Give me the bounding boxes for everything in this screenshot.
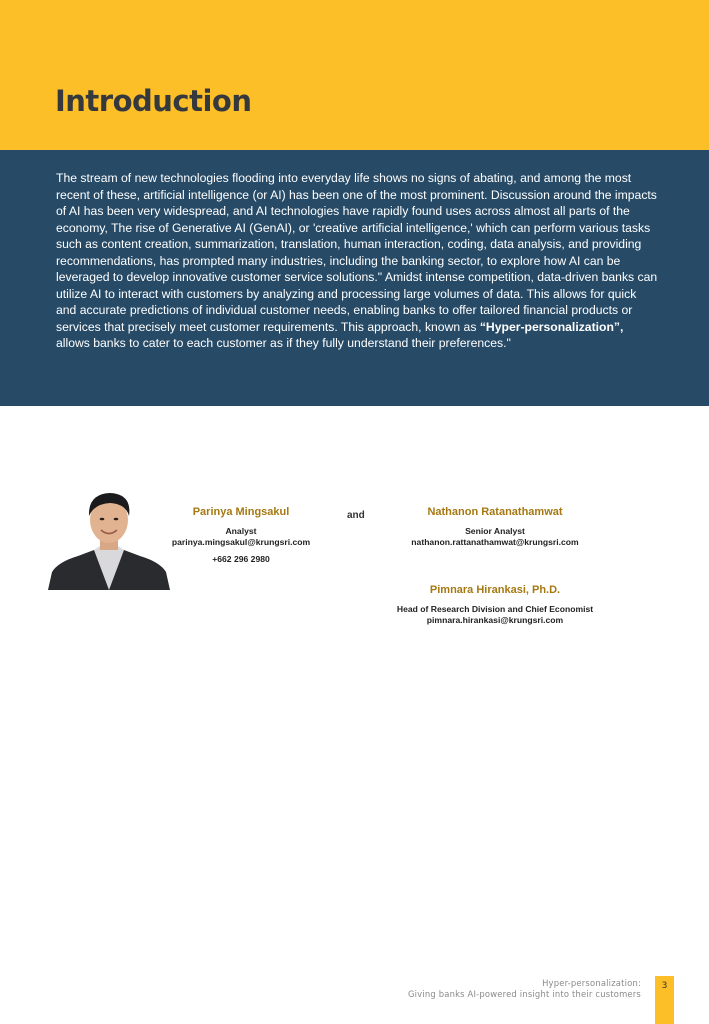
author-email[interactable]: parinya.mingsakul@krungsri.com: [171, 537, 311, 547]
intro-text-emphasis: “Hyper-personalization”,: [479, 319, 624, 334]
header-band: [0, 0, 709, 150]
author-name: Parinya Mingsakul: [192, 506, 290, 518]
author-connector: and: [347, 510, 365, 521]
author-phone: +662 296 2980: [212, 553, 270, 564]
page-title: Introduction: [55, 84, 252, 118]
author-card-3: [380, 584, 610, 627]
author-name: Pimnara Hirankasi, Ph.D.: [429, 584, 561, 596]
footer-line-1: Hyper-personalization:: [542, 978, 641, 988]
intro-text-part: The stream of new technologies flooding into everyday life shows no signs of abating, and among the most recent of these, artificial intelligence (or AI) has been one of the most prominent. Discussion around the impacts of AI has been very widespread, and AI technologies have rapidly found uses across almost all parts of the economy, The rise of Generative AI (GenAI), or 'creative artificial intelligence,' which can perform various tasks such as content creation, summarization, translation, human interaction, coding, data analysis, and providing recommendations, has prompted many industries, including the banking sector, to explore how AI can be leveraged to develop innovative customer service solutions." Amidst intense competition, data-driven banks can utilize AI to interact with customers by analyzing and processing large volumes of data. This allows for quick and accurate predictions of individual customer needs, enabling banks to offer tailored financial products or services that precisely meet customer requirements. This approach, known as: [56, 171, 658, 334]
author-card-2: [390, 506, 600, 549]
intro-text-part: allows banks to cater to each customer as if they fully understand their preferences.": [56, 336, 511, 350]
author-card-1: [160, 506, 322, 565]
author-role: Head of Research Division and Chief Economist: [396, 604, 594, 614]
intro-paragraph: [56, 170, 660, 352]
author-portrait-icon: [48, 490, 170, 590]
author-role: Senior Analyst: [465, 526, 525, 536]
author-photo: [48, 490, 170, 590]
footer-running-title: [408, 978, 641, 1000]
footer-line-2: Giving banks AI-powered insight into their customers: [407, 989, 641, 999]
page-number: 3: [661, 981, 668, 991]
author-email[interactable]: nathanon.rattanathamwat@krungsri.com: [411, 537, 579, 547]
author-role: Analyst: [225, 526, 257, 536]
author-name: Nathanon Ratanathamwat: [427, 506, 563, 518]
author-email[interactable]: pimnara.hirankasi@krungsri.com: [426, 615, 564, 625]
